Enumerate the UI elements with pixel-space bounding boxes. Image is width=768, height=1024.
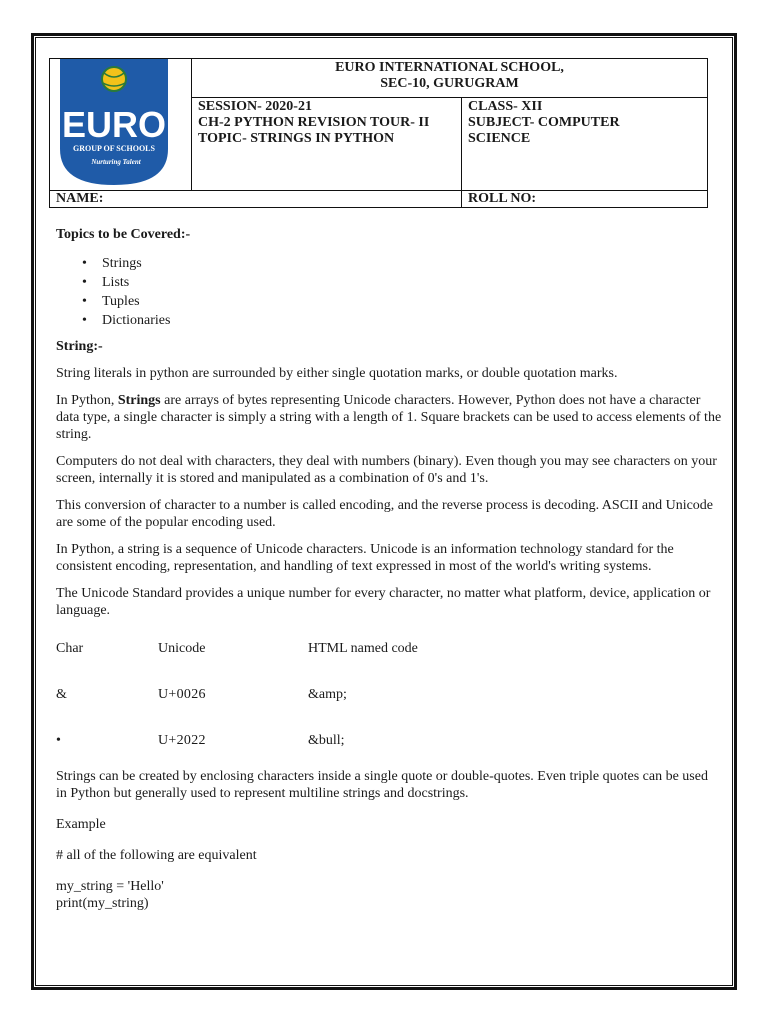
school-logo <box>50 59 191 185</box>
roll-no-field: ROLL NO: <box>462 191 708 208</box>
subject-cont: SCIENCE <box>468 131 531 147</box>
logo-cell <box>50 59 192 191</box>
list-item: • Lists <box>102 273 722 292</box>
school-name-cell <box>192 59 708 98</box>
code-line: print(my_string) <box>56 896 149 911</box>
topics-heading: Topics to be Covered:- <box>56 227 191 242</box>
topics-list <box>56 254 722 330</box>
topic: TOPIC- STRINGS IN PYTHON <box>198 131 395 147</box>
logo-group: GROUP OF SCHOOLS <box>73 144 155 153</box>
logo-word: EURO <box>61 104 167 145</box>
name-field: NAME: <box>50 191 462 208</box>
code-comment: # all of the following are equivalent <box>56 848 257 863</box>
table-row: • U+2022 &bull; <box>56 733 345 748</box>
unicode-table-header: Char Unicode HTML named code <box>56 641 418 656</box>
list-item: • Strings <box>102 254 722 273</box>
class-cell <box>462 98 708 191</box>
header-table <box>49 58 708 208</box>
session-cell <box>192 98 462 191</box>
paragraph: In Python, a string is a sequence of Unicode characters. Unicode is an information technology standard for the consistent encoding, representation, and handling of text expressed in most of the world's writing systems. <box>56 542 674 574</box>
school-address: SEC-10, GURUGRAM <box>380 76 519 91</box>
paragraph: The Unicode Standard provides a unique number for every character, no matter what platform, device, application or language. <box>56 586 711 618</box>
session: SESSION- 2020-21 <box>198 99 312 115</box>
list-item: • Tuples <box>102 292 722 311</box>
subject: SUBJECT- COMPUTER <box>468 115 620 131</box>
logo-tagline: Nurturing Talent <box>91 158 141 166</box>
string-heading: String:- <box>56 339 103 354</box>
paragraph: This conversion of character to a number is called encoding, and the reverse process is decoding. ASCII and Unicode are some of the popular encoding used. <box>56 498 714 530</box>
paragraph: Computers do not deal with characters, they deal with numbers (binary). Even though you may see characters on your screen, internally it is stored and manipulated as a combination of 0's and 1's. <box>56 454 717 486</box>
example-label: Example <box>56 817 106 832</box>
table-row: & U+0026 &amp; <box>56 687 347 702</box>
code-line: my_string = 'Hello' <box>56 879 164 894</box>
paragraph: In Python, Strings are arrays of bytes representing Unicode characters. However, Python does not have a character data type, a single character is simply a string with a length of 1. Square brackets can be used to access elements of the string. <box>56 393 722 442</box>
class: CLASS- XII <box>468 99 543 115</box>
list-item: • Dictionaries <box>102 311 722 330</box>
school-name: EURO INTERNATIONAL SCHOOL, <box>335 60 564 75</box>
paragraph: String literals in python are surrounded by either single quotation marks, or double quotation marks. <box>56 366 618 381</box>
paragraph: Strings can be created by enclosing characters inside a single quote or double-quotes. Even triple quotes can be used in Python but generally used to represent multiline strings and docstrings. <box>56 769 708 801</box>
document-body <box>56 226 722 912</box>
chapter: CH-2 PYTHON REVISION TOUR- II <box>198 115 430 131</box>
